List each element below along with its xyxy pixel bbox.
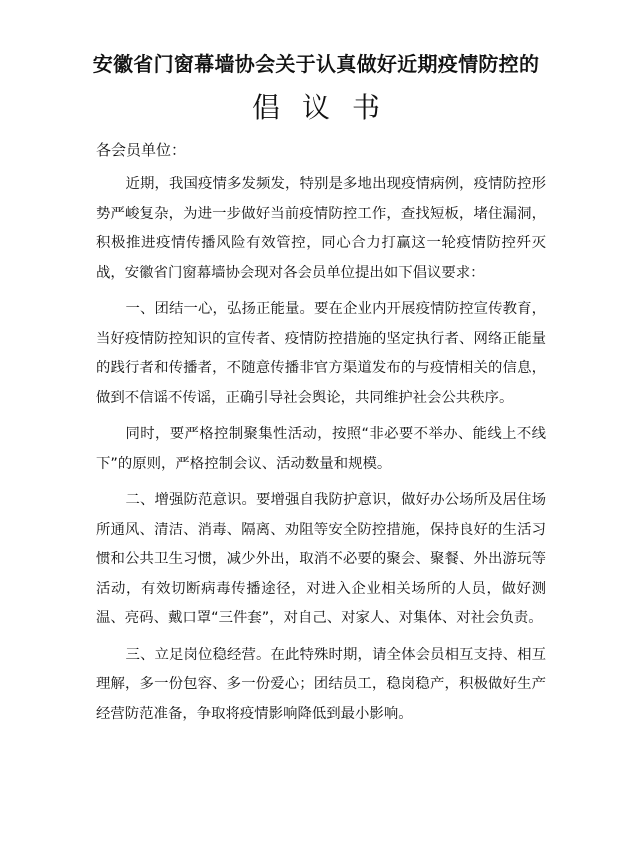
paragraph-prevention: 二、增强防范意识。要增强自我防护意识，做好办公场所及居住场所通风、清洁、消毒、隔离、劝阻等安全防控措施，保持良好的生活习惯和公共卫生习惯，减少外出，取消不必要的聚会、聚餐、外出游玩等活动，有效切断病毒传播途径，对进入企业相关场所的人员，做好测温、亮码、戴口罩“三件套”，对自己、对家人、对集体、对社会负责。 bbox=[96, 492, 546, 626]
paragraph-gathering-control: 同时，要严格控制聚集性活动，按照“非必要不举办、能线上不线下”的原则，严格控制会议、活动数量和规模。 bbox=[96, 426, 546, 472]
salutation: 各会员单位： bbox=[96, 141, 187, 159]
document-body bbox=[96, 170, 546, 736]
paragraph-unity: 一、团结一心，弘扬正能量。要在企业内开展疫情防控宣传教育，当好疫情防控知识的宣传者、疫情防控措施的坚定执行者、网络正能量的践行者和传播者，不随意传播非官方渠道发布的与疫情相关的信息，做到不信谣不传谣，正确引导社会舆论，共同维护社会公共秩序。 bbox=[96, 301, 546, 406]
document-title-line-2: 倡议书 bbox=[251, 91, 402, 124]
document-title-line-1: 安徽省门窗幕墙协会关于认真做好近期疫情防控的 bbox=[92, 52, 540, 76]
paragraph-intro: 近期，我国疫情多发频发，特别是多地出现疫情病例，疫情防控形势严峻复杂，为进一步做好当前疫情防控工作，查找短板，堵住漏洞，积极推进疫情传播风险有效管控，同心合力打赢这一轮疫情防控歼灭战，安徽省门窗幕墙协会现对各会员单位提出如下倡议要求： bbox=[96, 176, 546, 281]
paragraph-operations: 三、立足岗位稳经营。在此特殊时期，请全体会员相互支持、相互理解，多一份包容、多一份爱心；团结员工，稳岗稳产，积极做好生产经营防范准备，争取将疫情影响降低到最小影响。 bbox=[96, 646, 546, 722]
